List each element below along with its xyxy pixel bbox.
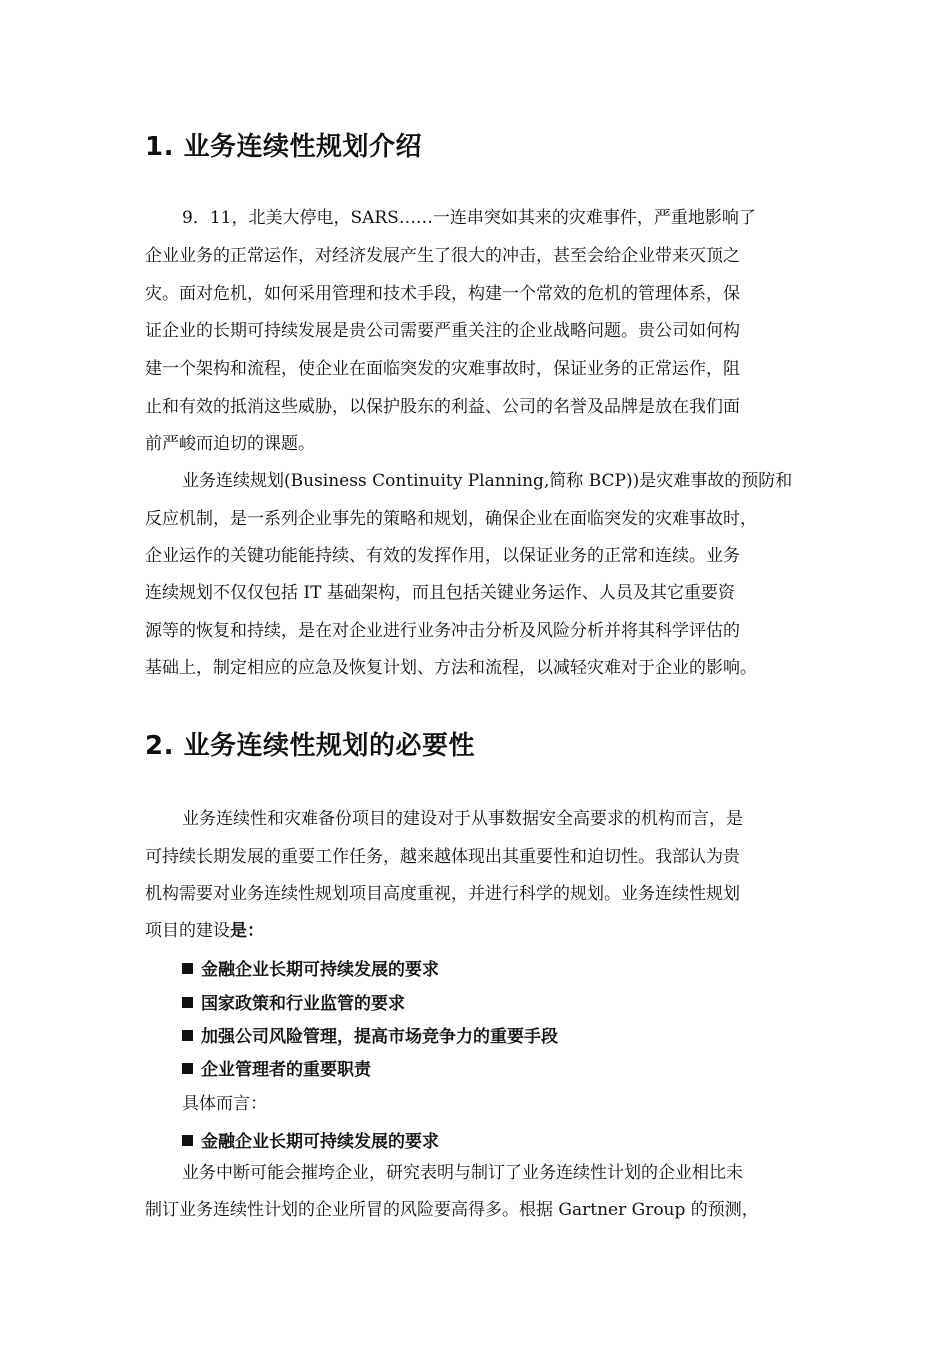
s1-p2-line-3: 企业运作的关键功能能持续、有效的发挥作用，以保证业务的正常和连续。业务 bbox=[145, 546, 740, 566]
s1-p1-line-6: 止和有效的抵消这些威胁，以保护股东的利益、公司的名誉及品牌是放在我们面 bbox=[145, 397, 740, 417]
square-bullet-icon bbox=[182, 1030, 193, 1041]
s1-p1-line-1: 9．11，北美大停电，SARS……一连串突如其来的灾难事件，严重地影响了 bbox=[182, 208, 756, 228]
bullet-text: 企业管理者的重要职责 bbox=[201, 1060, 371, 1080]
s2-p1-line-4-text: 项目的建设 bbox=[145, 921, 230, 941]
specifically-label: 具体而言： bbox=[182, 1094, 267, 1114]
bullet-text: 国家政策和行业监管的要求 bbox=[201, 994, 405, 1014]
square-bullet-icon bbox=[182, 997, 193, 1008]
bullet-item bbox=[182, 1026, 558, 1048]
s2-p2-line-1: 业务中断可能会摧垮企业，研究表明与制订了业务连续性计划的企业相比未 bbox=[182, 1163, 743, 1183]
s1-p1-line-3: 灾。面对危机，如何采用管理和技术手段，构建一个常效的危机的管理体系，保 bbox=[145, 284, 740, 304]
s1-p2-line-4: 连续规划不仅仅包括 IT 基础架构，而且包括关键业务运作、人员及其它重要资 bbox=[145, 583, 735, 603]
sub-bullet-text: 金融企业长期可持续发展的要求 bbox=[201, 1132, 439, 1152]
s1-p2-line-2: 反应机制，是一系列企业事先的策略和规划，确保企业在面临突发的灾难事故时， bbox=[145, 509, 757, 529]
s2-p1-line-1: 业务连续性和灾难备份项目的建设对于从事数据安全高要求的机构而言，是 bbox=[182, 809, 743, 829]
s1-p2-line-5: 源等的恢复和持续，是在对企业进行业务冲击分析及风险分析并将其科学评估的 bbox=[145, 621, 740, 641]
square-bullet-icon bbox=[182, 963, 193, 974]
square-bullet-icon bbox=[182, 1063, 193, 1074]
bullet-text: 加强公司风险管理，提高市场竞争力的重要手段 bbox=[201, 1027, 558, 1047]
s2-p1-line-3: 机构需要对业务连续性规划项目高度重视，并进行科学的规划。业务连续性规划 bbox=[145, 884, 740, 904]
s1-p1-line-7: 前严峻而迫切的课题。 bbox=[145, 434, 315, 454]
bullet-item bbox=[182, 1059, 371, 1081]
section-1-heading: 1. 业务连续性规划介绍 bbox=[145, 132, 423, 162]
s2-p2-line-2: 制订业务连续性计划的企业所冒的风险要高得多。根据 Gartner Group 的预测， bbox=[145, 1200, 759, 1220]
square-bullet-icon bbox=[182, 1135, 193, 1146]
s1-p2-line-6: 基础上，制定相应的应急及恢复计划、方法和流程，以减轻灾难对于企业的影响。 bbox=[145, 658, 757, 678]
bullet-text: 金融企业长期可持续发展的要求 bbox=[201, 960, 439, 980]
s2-p1-line-2: 可持续长期发展的重要工作任务，越来越体现出其重要性和迫切性。我部认为贵 bbox=[145, 847, 740, 867]
s2-p1-line-4 bbox=[145, 920, 264, 942]
bullet-item bbox=[182, 959, 439, 981]
sub-bullet-item bbox=[182, 1131, 439, 1153]
s1-p1-line-5: 建一个架构和流程，使企业在面临突发的灾难事故时，保证业务的正常运作，阻 bbox=[145, 359, 740, 379]
section-2-heading: 2. 业务连续性规划的必要性 bbox=[145, 731, 476, 761]
bullet-item bbox=[182, 993, 405, 1015]
s2-p1-line-4-bold: 是： bbox=[230, 921, 264, 941]
s1-p2-line-1: 业务连续规划(Business Continuity Planning,简称 BCP))是灾难事故的预防和 bbox=[182, 471, 793, 491]
s1-p1-line-2: 企业业务的正常运作，对经济发展产生了很大的冲击，甚至会给企业带来灭顶之 bbox=[145, 246, 740, 266]
s1-p1-line-4: 证企业的长期可持续发展是贵公司需要严重关注的企业战略问题。贵公司如何构 bbox=[145, 321, 740, 341]
